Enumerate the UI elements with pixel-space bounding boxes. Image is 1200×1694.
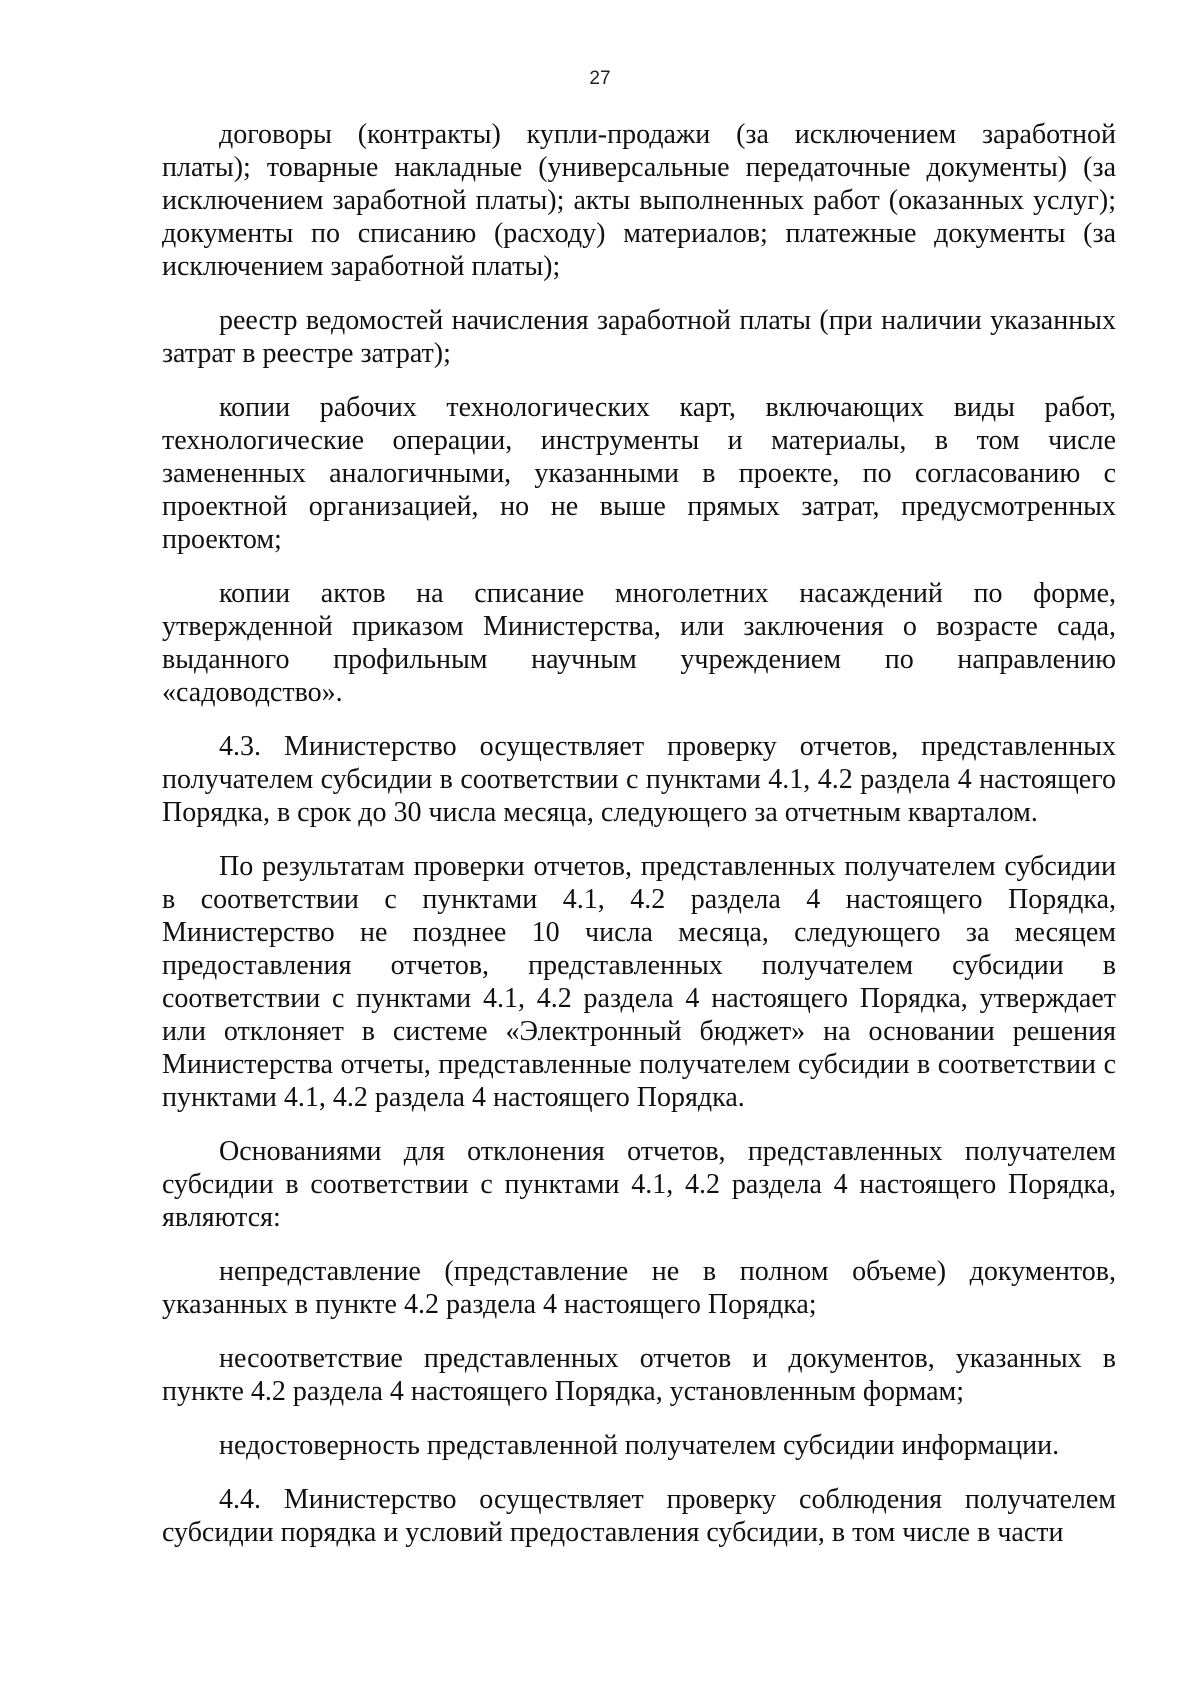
paragraph-documents-list: договоры (контракты) купли-продажи (за исключением заработной платы); товарные накладные (универсальные передаточные документы) (за исключением заработной платы); акты выполненных работ (оказанных услуг); документы по списанию (расходу) материалов; платежные документы (за исключением заработной платы); (162, 119, 1116, 282)
document-body (162, 118, 1116, 1570)
paragraph-rejection-grounds: Основаниями для отклонения отчетов, представленных получателем субсидии в соответствии с пунктами 4.1, 4.2 раздела 4 настоящего Порядка, являются: (162, 1136, 1116, 1233)
paragraph-ground-nonconformity: несоответствие представленных отчетов и документов, указанных в пункте 4.2 раздела 4 настоящего Порядка, установленным формам; (162, 1343, 1116, 1407)
paragraph-section-4-3: 4.3. Министерство осуществляет проверку отчетов, представленных получателем субсидии в соответствии с пунктами 4.1, 4.2 раздела 4 настоящего Порядка, в срок до 30 числа месяца, следующего за отчетным кварталом. (162, 731, 1116, 828)
paragraph-ground-unreliability: недостоверность представленной получателем субсидии информации. (219, 1430, 1060, 1461)
paragraph-check-results: По результатам проверки отчетов, представленных получателем субсидии в соответствии с пунктами 4.1, 4.2 раздела 4 настоящего Порядка, Министерство не позднее 10 числа месяца, следующего за месяцем предоставления отчетов, представленных получателем субсидии в соответствии с пунктами 4.1, 4.2 раздела 4 настоящего Порядка, утверждает или отклоняет в системе «Электронный бюджет» на основании решения Министерства отчеты, представленные получателем субсидии в соответствии с пунктами 4.1, 4.2 раздела 4 настоящего Порядка. (162, 851, 1116, 1113)
paragraph-ground-nonsubmission: непредставление (представление не в полном объеме) документов, указанных в пункте 4.2 раздела 4 настоящего Порядка; (162, 1256, 1116, 1320)
paragraph-section-4-4: 4.4. Министерство осуществляет проверку соблюдения получателем субсидии порядка и условий предоставления субсидии, в том числе в части (162, 1484, 1116, 1548)
paragraph-payroll-register: реестр ведомостей начисления заработной платы (при наличии указанных затрат в реестре затрат); (162, 305, 1116, 369)
paragraph-write-off-acts: копии актов на списание многолетних насаждений по форме, утвержденной приказом Министерства, или заключения о возрасте сада, выданного профильным научным учреждением по направлению «садоводство». (162, 578, 1116, 708)
page-number: 27 (589, 68, 611, 89)
paragraph-tech-cards: копии рабочих технологических карт, включающих виды работ, технологические операции, инструменты и материалы, в том числе замененных аналогичными, указанными в проекте, по согласованию с проектной организацией, но не выше прямых затрат, предусмотренных проектом; (162, 392, 1116, 555)
